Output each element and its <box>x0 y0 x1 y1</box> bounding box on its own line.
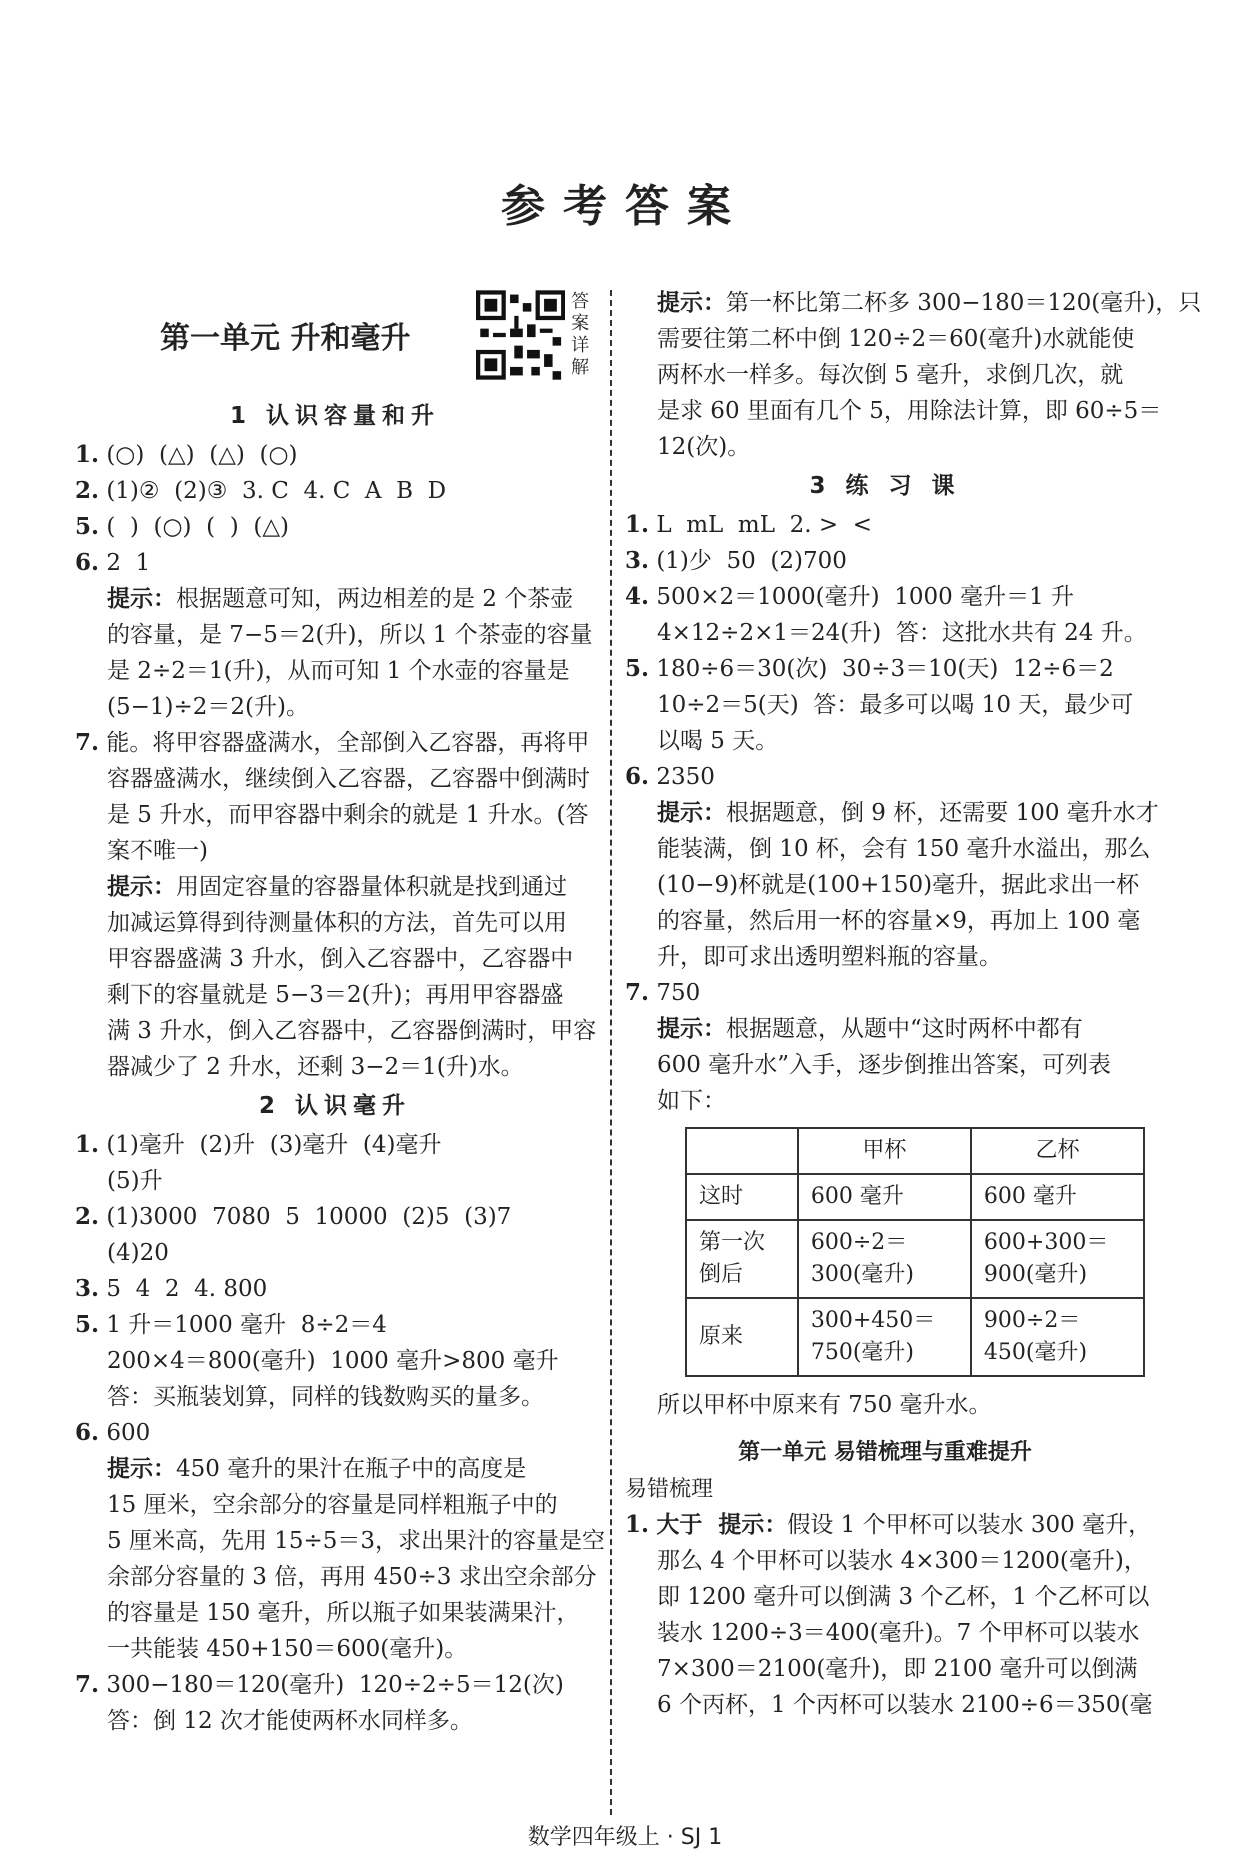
question-number: 1. <box>625 1511 650 1538</box>
question-number: 4. <box>625 583 650 610</box>
answer-continuation: 以喝 5 天。 <box>657 728 779 754</box>
answer-continuation: 6 个丙杯，1 个丙杯可以装水 2100÷6＝350(毫 <box>657 1692 1153 1718</box>
answer-continuation: 是 5 升水，而甲容器中剩余的就是 1 升水。(答 <box>107 802 589 828</box>
hint-text: 根据题意，从题中“这时两杯中都有 <box>726 1016 1083 1042</box>
answer-text: (○) (△) (△) (○) <box>106 442 298 468</box>
answer-continuation: 一共能装 450+150＝600(毫升)。 <box>107 1636 468 1662</box>
answer-line <box>75 1667 595 1703</box>
answer-text: 2 1 <box>106 550 151 576</box>
answer-continuation: 器减少了 2 升水，还剩 3−2＝1(升)水。 <box>107 1054 524 1080</box>
hint-text: 假设 1 个甲杯可以装水 300 毫升， <box>787 1512 1152 1538</box>
answer-continuation: 两杯水一样多。每次倒 5 毫升，求倒几次，就 <box>657 362 1124 388</box>
answer-continuation: 装水 1200÷3＝400(毫升)。7 个甲杯可以装水 <box>657 1620 1140 1646</box>
answer-continuation: 12(次)。 <box>657 434 751 460</box>
answer-line <box>625 579 1145 615</box>
answer-continuation: 的容量是 150 毫升，所以瓶子如果装满果汁， <box>107 1600 580 1626</box>
hint-line <box>625 1011 1145 1047</box>
answer-text: 750 <box>656 980 701 1006</box>
answer-line <box>75 725 595 761</box>
table-header-row: 甲杯 乙杯 <box>686 1128 1144 1174</box>
hint-label: 提示： <box>657 289 726 316</box>
answer-text: 300−180＝120(毫升) 120÷2÷5＝12(次) <box>106 1672 564 1698</box>
section-title: 3 练 习 课 <box>809 473 961 499</box>
hint-label: 提示： <box>657 799 726 826</box>
answer-continuation: 所以甲杯中原来有 750 毫升水。 <box>657 1392 992 1418</box>
answer-continuation: (5)升 <box>107 1168 163 1194</box>
page-title: 参考答案 <box>501 181 749 232</box>
table-row: 这时 600 毫升 600 毫升 <box>686 1174 1144 1220</box>
answer-table <box>685 1127 1145 1377</box>
question-number: 6. <box>75 1419 100 1446</box>
left-column <box>75 285 606 1739</box>
question-number: 7. <box>625 979 650 1006</box>
question-number: 2. <box>75 1203 100 1230</box>
answer-text: 180÷6＝30(次) 30÷3＝10(天) 12÷6＝2 <box>656 656 1114 682</box>
question-number: 5. <box>75 1311 100 1338</box>
answer-line <box>625 543 1145 579</box>
answer-continuation: 如下： <box>657 1088 726 1114</box>
hint-line <box>625 1507 1152 1543</box>
answer-continuation: 答：倒 12 次才能使两杯水同样多。 <box>107 1708 473 1734</box>
answer-text: 2350 <box>656 764 715 790</box>
question-number: 3. <box>625 547 650 574</box>
answer-continuation: 剩下的容量就是 5−3＝2(升)；再用甲容器盛 <box>107 982 564 1008</box>
column-divider <box>610 290 612 1815</box>
hint-text: 第一杯比第二杯多 300−180＝120(毫升)，只 <box>726 290 1202 316</box>
answer-text: (1)② (2)③ 3. C 4. C A B D <box>106 478 447 504</box>
answer-continuation: 600 毫升水”入手，逐步倒推出答案，可列表 <box>657 1052 1111 1078</box>
hint-text: 450 毫升的果汁在瓶子中的高度是 <box>176 1456 527 1482</box>
answer-continuation: 需要往第二杯中倒 120÷2＝60(毫升)水就能使 <box>657 326 1135 352</box>
answer-line <box>625 507 1145 543</box>
hint-label: 提示： <box>107 873 176 900</box>
hint-text: 根据题意，倒 9 杯，还需要 100 毫升水才 <box>726 800 1159 826</box>
answer-continuation: 4×12÷2×1＝24(升) 答：这批水共有 24 升。 <box>657 620 1147 646</box>
hint-line <box>625 285 1202 321</box>
question-number: 7. <box>75 1671 100 1698</box>
answer-line <box>625 759 1145 795</box>
answer-continuation: 的容量，然后用一杯的容量×9，再加上 100 毫 <box>657 908 1141 934</box>
answer-text: (1)3000 7080 5 10000 (2)5 (3)7 <box>106 1204 512 1230</box>
answer-line <box>75 437 595 473</box>
qr-label: 答 案 详 解 <box>571 291 590 378</box>
answer-continuation: 答：买瓶装划算，同样的钱数购买的量多。 <box>107 1384 544 1410</box>
section-title: 1 认识容量和升 <box>229 403 440 429</box>
question-number: 1. <box>625 511 650 538</box>
qr-code-icon[interactable] <box>476 290 565 380</box>
right-content-top <box>625 285 1202 1119</box>
left-content <box>75 395 606 1739</box>
question-number: 3. <box>75 1275 100 1302</box>
answer-continuation: 即 1200 毫升可以倒满 3 个乙杯，1 个乙杯可以 <box>657 1584 1150 1610</box>
answer-line <box>75 1199 595 1235</box>
answer-continuation: 15 厘米，空余部分的容量是同样粗瓶子中的 <box>107 1492 558 1518</box>
subsection-title: 第一单元 易错梳理与重难提升 <box>738 1440 1032 1465</box>
question-number: 6. <box>75 549 100 576</box>
question-number: 1. <box>75 441 100 468</box>
page-footer: 数学四年级上 · SJ 1 <box>527 1825 723 1850</box>
answer-line <box>625 651 1145 687</box>
answer-continuation: (5−1)÷2＝2(升)。 <box>107 694 309 720</box>
hint-line <box>75 869 595 905</box>
answer-continuation: 7×300＝2100(毫升)，即 2100 毫升可以倒满 <box>657 1656 1138 1682</box>
answer-line <box>75 1415 595 1451</box>
answer-line <box>75 545 595 581</box>
answer-text: 5 4 2 4. 800 <box>106 1276 268 1302</box>
hint-line <box>75 581 595 617</box>
answer-text: 1 升＝1000 毫升 8÷2＝4 <box>106 1312 387 1338</box>
hint-text: 用固定容量的容器量体积就是找到通过 <box>176 874 567 900</box>
answer-continuation: 容器盛满水，继续倒入乙容器，乙容器中倒满时 <box>107 766 590 792</box>
answer-continuation: 余部分容量的 3 倍，再用 450÷3 求出空余部分 <box>107 1564 597 1590</box>
table-row: 原来 300+450＝750(毫升) 900÷2＝450(毫升) <box>686 1298 1144 1376</box>
hint-label: 大于 提示： <box>656 1511 788 1538</box>
hint-line <box>75 1451 595 1487</box>
answer-continuation: 满 3 升水，倒入乙容器中，乙容器倒满时，甲容 <box>107 1018 597 1044</box>
answer-line <box>75 1307 595 1343</box>
answer-continuation: 200×4＝800(毫升) 1000 毫升>800 毫升 <box>107 1348 559 1374</box>
answer-text: L mL mL 2. > < <box>656 512 873 538</box>
subheading: 易错梳理 <box>625 1477 714 1502</box>
answer-text: 能。将甲容器盛满水，全部倒入乙容器，再将甲 <box>106 730 590 756</box>
answer-continuation: 升，即可求出透明塑料瓶的容量。 <box>657 944 1002 970</box>
answer-continuation: (4)20 <box>107 1240 169 1266</box>
answer-text: 600 <box>106 1420 151 1446</box>
right-content-bottom <box>625 1387 1153 1723</box>
answer-line <box>75 509 595 545</box>
answer-continuation: (10−9)杯就是(100+150)毫升，据此求出一杯 <box>657 872 1140 898</box>
answer-continuation: 是 2÷2＝1(升)，从而可知 1 个水壶的容量是 <box>107 658 570 684</box>
hint-label: 提示： <box>657 1015 726 1042</box>
question-number: 5. <box>75 513 100 540</box>
answer-text: ( ) (○) ( ) (△) <box>106 514 289 540</box>
answer-continuation: 能装满，倒 10 杯，会有 150 毫升水溢出，那么 <box>657 836 1151 862</box>
question-number: 7. <box>75 729 100 756</box>
unit-header <box>75 285 595 385</box>
answer-text: (1)毫升 (2)升 (3)毫升 (4)毫升 <box>106 1132 442 1158</box>
answer-line <box>75 473 595 509</box>
hint-label: 提示： <box>107 1455 176 1482</box>
answer-line <box>75 1271 595 1307</box>
answer-continuation: 的容量，是 7−5＝2(升)，所以 1 个茶壶的容量 <box>107 622 593 648</box>
hint-text: 根据题意可知，两边相差的是 2 个茶壶 <box>176 586 574 612</box>
question-number: 6. <box>625 763 650 790</box>
answer-text: 500×2＝1000(毫升) 1000 毫升＝1 升 <box>656 584 1075 610</box>
answer-continuation: 10÷2＝5(天) 答：最多可以喝 10 天，最少可 <box>657 692 1134 718</box>
question-number: 5. <box>625 655 650 682</box>
answer-continuation: 是求 60 里面有几个 5，用除法计算，即 60÷5＝ <box>657 398 1162 424</box>
answer-continuation: 5 厘米高，先用 15÷5＝3，求出果汁的容量是空 <box>107 1528 606 1554</box>
answer-continuation: 甲容器盛满 3 升水，倒入乙容器中，乙容器中 <box>107 946 574 972</box>
hint-label: 提示： <box>107 585 176 612</box>
unit-title: 第一单元 升和毫升 <box>160 321 411 356</box>
answer-continuation: 案不唯一) <box>107 838 208 864</box>
answer-text: (1)少 50 (2)700 <box>656 548 847 574</box>
section-title: 2 认识毫升 <box>258 1093 411 1119</box>
answer-continuation: 加减运算得到待测量体积的方法，首先可以用 <box>107 910 567 936</box>
answer-continuation: 那么 4 个甲杯可以装水 4×300＝1200(毫升)， <box>657 1548 1147 1574</box>
right-column <box>625 285 1202 1723</box>
table-row: 第一次倒后 600÷2＝300(毫升) 600+300＝900(毫升) <box>686 1220 1144 1298</box>
answer-line <box>625 975 1145 1011</box>
answer-line <box>75 1127 595 1163</box>
hint-line <box>625 795 1159 831</box>
question-number: 1. <box>75 1131 100 1158</box>
question-number: 2. <box>75 477 100 504</box>
